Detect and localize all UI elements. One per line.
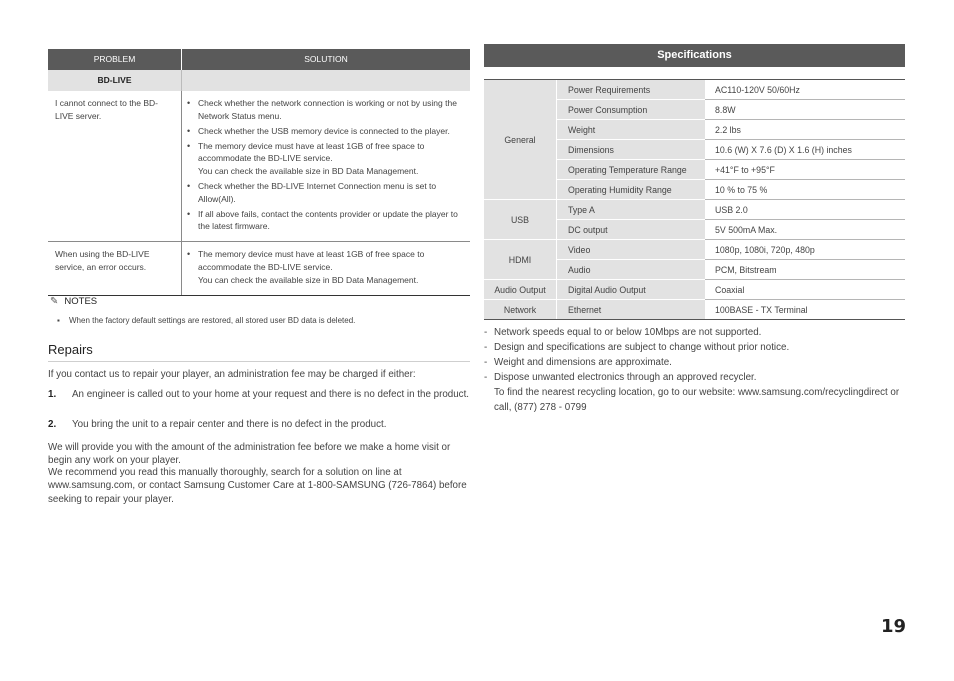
spec-footnote: - Network speeds equal to or below 10Mbps are not supported. bbox=[484, 326, 905, 341]
section-bd-live: BD-LIVE bbox=[48, 70, 182, 91]
spec-value: USB 2.0 bbox=[705, 200, 905, 220]
spec-item: Audio bbox=[557, 260, 706, 280]
spec-value: 10.6 (W) X 7.6 (D) X 1.6 (H) inches bbox=[705, 140, 905, 160]
spec-value: 100BASE - TX Terminal bbox=[705, 300, 905, 320]
spec-value: 2.2 lbs bbox=[705, 120, 905, 140]
repairs-paragraph: We will provide you with the amount of the administration fee before we make a home visit or begin any work on your player. bbox=[48, 442, 451, 467]
repairs-list-item: 2. You bring the unit to a repair center and there is no defect in the product. bbox=[48, 419, 387, 430]
spec-item: Dimensions bbox=[557, 140, 706, 160]
spec-category: Audio Output bbox=[484, 280, 557, 300]
problem-cell: When using the BD-LIVE service, an error occurs. bbox=[48, 242, 182, 295]
problem-header: PROBLEM bbox=[48, 49, 182, 70]
spec-footnote: - Weight and dimensions are approximate. bbox=[484, 356, 905, 371]
spec-item: Power Requirements bbox=[557, 80, 706, 100]
repairs-title: Repairs bbox=[48, 342, 93, 357]
solution-header: SOLUTION bbox=[182, 49, 471, 70]
solution-cell bbox=[182, 242, 471, 295]
spec-value: AC110-120V 50/60Hz bbox=[705, 80, 905, 100]
specifications-title: Specifications bbox=[484, 44, 905, 67]
spec-category: USB bbox=[484, 200, 557, 240]
page-number: 19 bbox=[880, 616, 906, 637]
solution-item: • If all above fails, contact the contents provider or update the player to the latest firmware. bbox=[182, 208, 462, 233]
spec-item: Power Consumption bbox=[557, 100, 706, 120]
notes-title: NOTES bbox=[64, 296, 98, 307]
solution-item: • Check whether the BD-LIVE Internet Connection menu is set to Allow(All). bbox=[182, 180, 462, 205]
solution-cell bbox=[182, 91, 471, 242]
spec-value: Coaxial bbox=[705, 280, 905, 300]
spec-item: Video bbox=[557, 240, 706, 260]
repairs-list-item: 1. An engineer is called out to your home at your request and there is no defect in the product. bbox=[48, 389, 470, 400]
spec-item: Type A bbox=[557, 200, 706, 220]
spec-value: 10 % to 75 % bbox=[705, 180, 905, 200]
spec-item: Operating Temperature Range bbox=[557, 160, 706, 180]
solution-item: • The memory device must have at least 1GB of free space to accommodate the BD-LIVE service. You can check the available size in BD Data Management. bbox=[182, 140, 462, 178]
spec-item: Weight bbox=[557, 120, 706, 140]
notes-heading bbox=[50, 296, 97, 307]
solution-item: • Check whether the network connection is working or not by using the Network Status menu. bbox=[182, 97, 462, 122]
spec-category: HDMI bbox=[484, 240, 557, 280]
spec-footnote: - Dispose unwanted electronics through an approved recycler. To find the nearest recycling location, go to our website: www.samsung.com/recyclingdirect or call, (877) 278 - 0799 bbox=[484, 371, 905, 415]
note-item: ▪ When the factory default settings are restored, all stored user BD data is deleted. bbox=[69, 316, 355, 325]
spec-value: 8.8W bbox=[705, 100, 905, 120]
problem-cell: I cannot connect to the BD-LIVE server. bbox=[48, 91, 182, 242]
spec-item: Ethernet bbox=[557, 300, 706, 320]
solution-item: • The memory device must have at least 1GB of free space to accommodate the BD-LIVE service. You can check the available size in BD Data Management. bbox=[182, 248, 462, 286]
spec-footnote: - Design and specifications are subject to change without prior notice. bbox=[484, 341, 905, 356]
troubleshooting-table bbox=[48, 49, 470, 296]
repairs-divider bbox=[48, 361, 470, 362]
spec-category: General bbox=[484, 80, 557, 200]
repairs-paragraph: We recommend you read this manually thoroughly, search for a solution on line at www.samsung.com, or contact Samsung Customer Care at 1-800-SAMSUNG (726-7864) before seeking to repair your player. bbox=[48, 467, 467, 505]
spec-category: Network bbox=[484, 300, 557, 320]
spec-item: Operating Humidity Range bbox=[557, 180, 706, 200]
spec-value: 1080p, 1080i, 720p, 480p bbox=[705, 240, 905, 260]
spec-value: +41°F to +95°F bbox=[705, 160, 905, 180]
spec-item: DC output bbox=[557, 220, 706, 240]
spec-value: PCM, Bitstream bbox=[705, 260, 905, 280]
section-bd-live-blank bbox=[182, 70, 471, 91]
repairs-intro: If you contact us to repair your player, an administration fee may be charged if either: bbox=[48, 369, 416, 380]
specifications-table bbox=[484, 80, 905, 320]
solution-item: • Check whether the USB memory device is connected to the player. bbox=[182, 125, 462, 138]
spec-item: Digital Audio Output bbox=[557, 280, 706, 300]
spec-value: 5V 500mA Max. bbox=[705, 220, 905, 240]
spec-footnotes bbox=[484, 326, 905, 416]
pencil-icon: ✎ bbox=[50, 296, 59, 307]
